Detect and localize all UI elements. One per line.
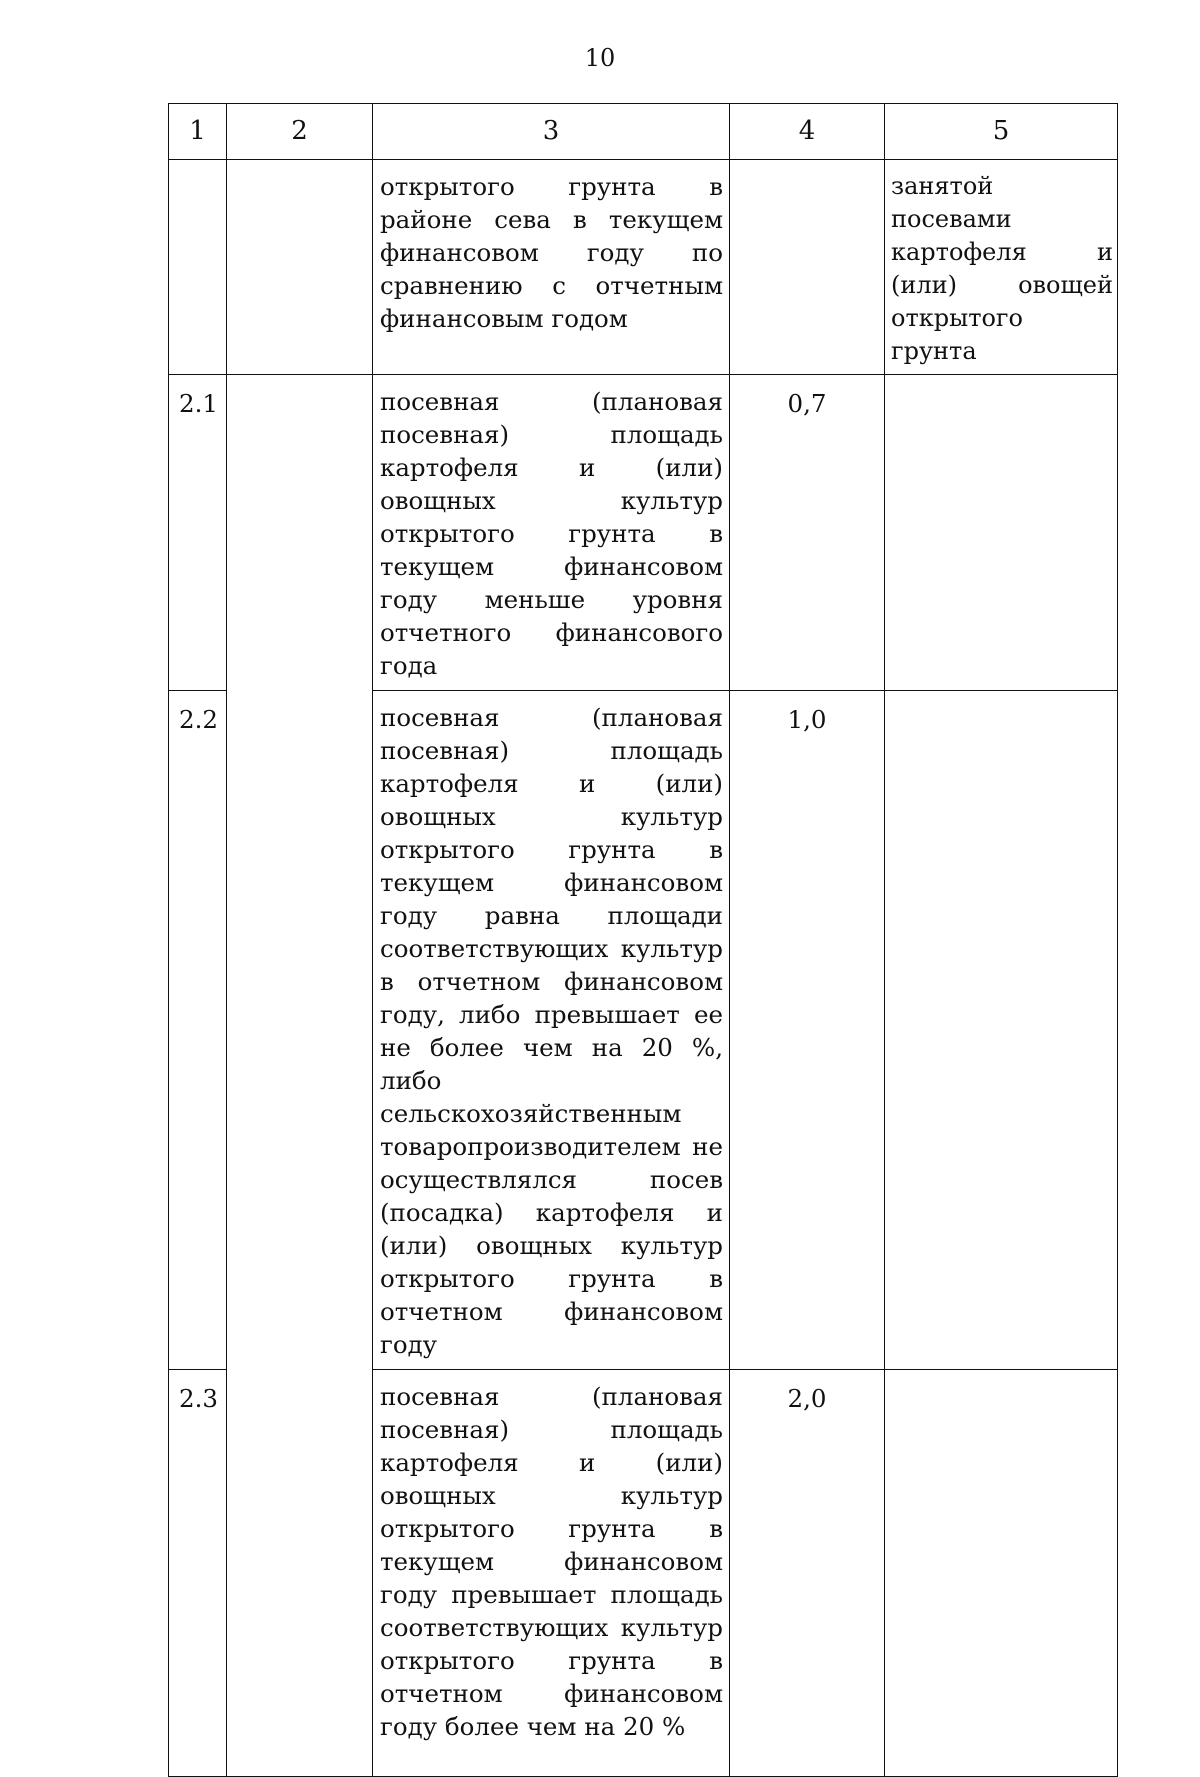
- cont-coefficient-cell: [730, 160, 885, 375]
- row-description: посевная (плановая посевная) площадь картофеля и (или) овощных культур открытого грунта в текущем финансовом году превышает площадь соответствующих культур открытого грунта в отчетном финансовом году более чем на 20 %: [373, 1370, 730, 1777]
- row-coefficient: 0,7: [730, 375, 885, 691]
- header-col-2: 2: [227, 104, 373, 160]
- row-note-cell: [885, 1370, 1118, 1777]
- header-col-4: 4: [730, 104, 885, 160]
- cont-note-cell: занятой посевами картофеля и (или) овощей открытого грунта: [885, 160, 1118, 375]
- table-header-row: [169, 104, 1118, 160]
- table-row-continuation: [169, 160, 1118, 375]
- table-row: [169, 375, 1118, 691]
- cont-description-cell: открытого грунта в районе сева в текущем финансовом году по сравнению с отчетным финансовым годом: [373, 160, 730, 375]
- row-note-cell: [885, 375, 1118, 691]
- row-description: посевная (плановая посевная) площадь картофеля и (или) овощных культур открытого грунта в текущем финансовом году равна площади соответствующих культур в отчетном финансовом году, либо превышает ее не более чем на 20 %, либо сельскохозяйственным товаропроизводителем не осуществлялся посев (посадка) картофеля и (или) овощных культур открытого грунта в отчетном финансовом году: [373, 691, 730, 1370]
- row-number: 2.3: [169, 1370, 227, 1777]
- header-col-3: 3: [373, 104, 730, 160]
- header-col-5: 5: [885, 104, 1118, 160]
- row-description: посевная (плановая посевная) площадь картофеля и (или) овощных культур открытого грунта в текущем финансовом году меньше уровня отчетного финансового года: [373, 375, 730, 691]
- row-number: 2.2: [169, 691, 227, 1370]
- cont-col2-cell: [227, 160, 373, 375]
- row-coefficient: 2,0: [730, 1370, 885, 1777]
- row-number: 2.1: [169, 375, 227, 691]
- criteria-table: [168, 103, 1118, 1777]
- header-col-1: 1: [169, 104, 227, 160]
- row-note-cell: [885, 691, 1118, 1370]
- row-coefficient: 1,0: [730, 691, 885, 1370]
- cont-num-cell: [169, 160, 227, 375]
- row-group-col2-cell: [227, 375, 373, 1777]
- page-number: 10: [584, 44, 616, 72]
